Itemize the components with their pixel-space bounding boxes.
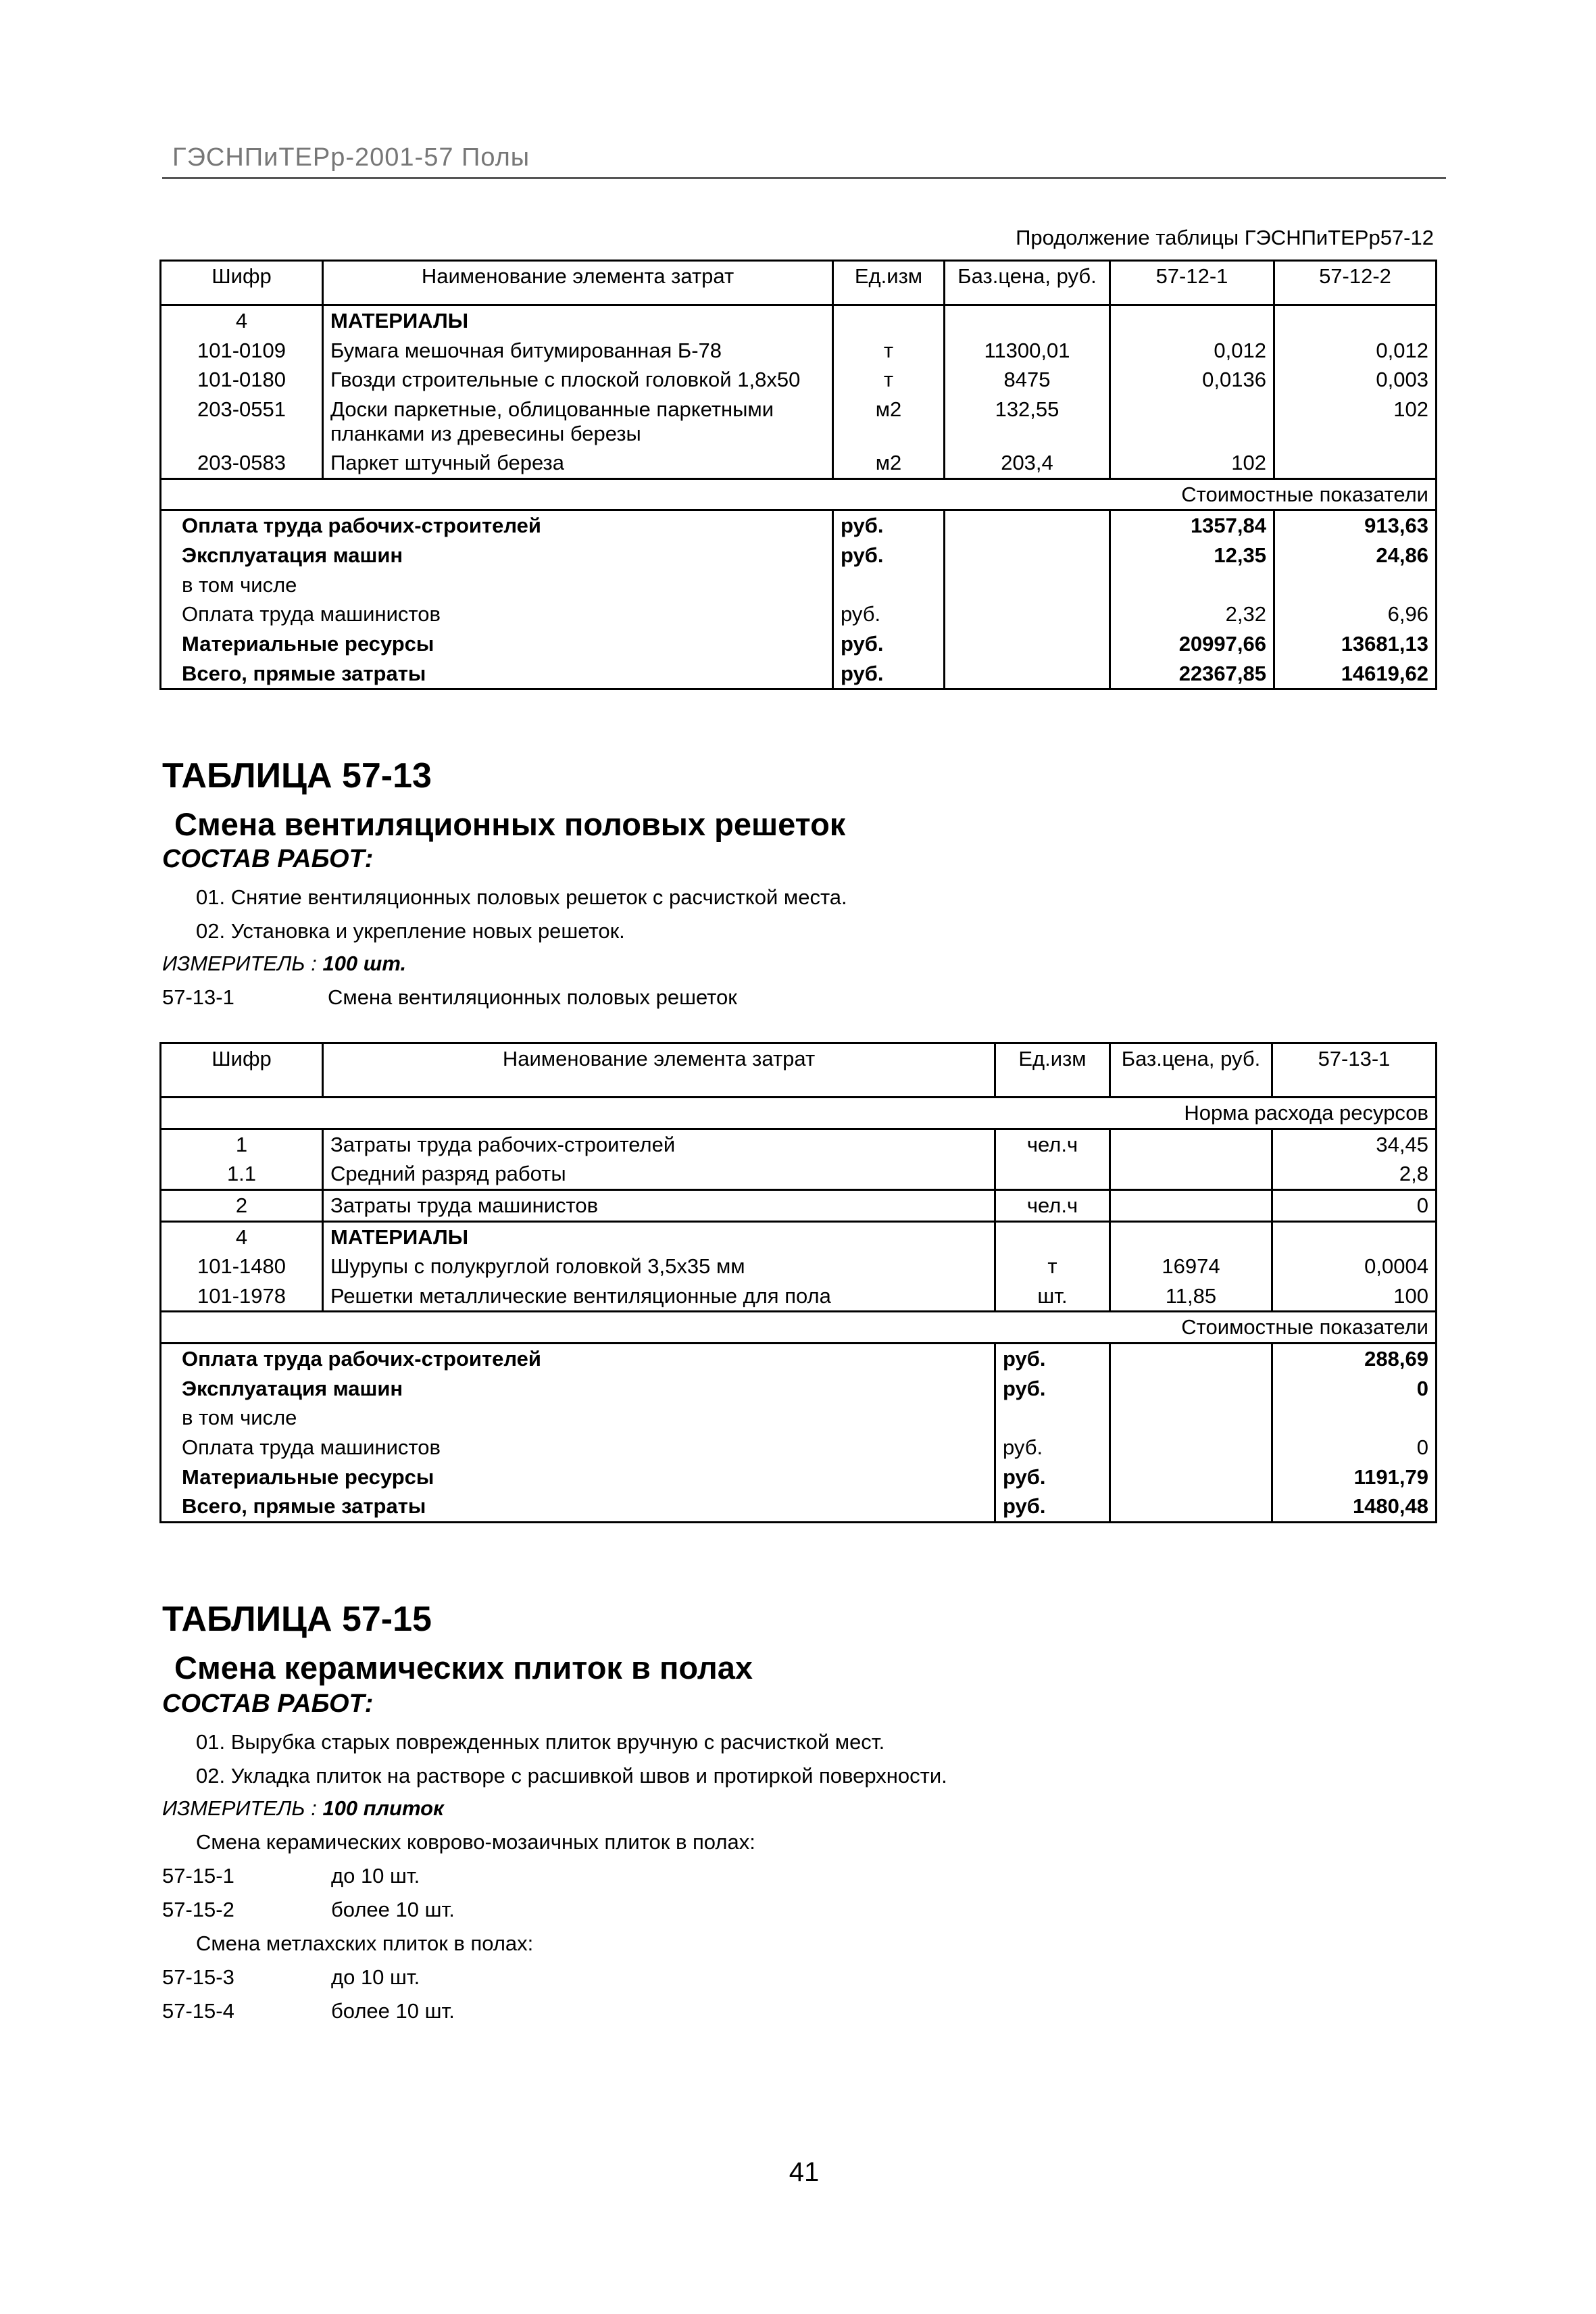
row-price [1110,1189,1272,1221]
cost-name: в том числе [161,1403,995,1433]
row-price: 8475 [945,365,1110,395]
cost-indicators-label: Стоимостные показатели [161,1312,1437,1344]
work-step: 02. Укладка плиток на растворе с расшивкой швов и протиркой поверхности. [196,1764,947,1788]
col-header-price: Баз.цена, руб. [1110,1043,1272,1098]
table-57-13 [159,1042,1437,1523]
cost-name: Оплата труда машинистов [161,1433,995,1462]
row-code: 1 [161,1129,323,1159]
section-15-measure [162,1796,444,1821]
table-header-row [161,261,1437,305]
row-value-1: 2,8 [1272,1159,1437,1189]
row-value-2 [1274,448,1437,478]
cost-label-row [161,478,1437,510]
item-code: 57-15-2 [162,1898,234,1921]
row-value-1: 100 [1272,1281,1437,1312]
cost-price [1110,1403,1272,1433]
row-name: Средний разряд работы [323,1159,995,1189]
table-row [161,395,1437,448]
row-unit [833,305,945,336]
cost-unit [995,1403,1110,1433]
cost-name: Всего, прямые затраты [161,659,833,689]
row-unit: м2 [833,448,945,478]
cost-unit: руб. [995,1462,1110,1492]
section-13-measure [162,952,406,976]
col-header-price: Баз.цена, руб. [945,261,1110,305]
item-name: до 10 шт. [331,1965,420,1989]
row-value-2: 102 [1274,395,1437,448]
cost-value-1: 0 [1272,1433,1437,1462]
cost-price [945,570,1110,600]
cost-value-1: 1191,79 [1272,1462,1437,1492]
measure-label: ИЗМЕРИТЕЛЬ : [162,1796,317,1820]
cost-value-2: 13681,13 [1274,629,1437,659]
row-unit: чел.ч [995,1129,1110,1159]
table-header-row [161,1043,1437,1098]
row-unit: чел.ч [995,1189,1110,1221]
cost-name: Всего, прямые затраты [161,1492,995,1522]
col-header-57-12-1: 57-12-1 [1110,261,1274,305]
cost-row [161,1403,1437,1433]
cost-row [161,510,1437,541]
norm-label: Норма расхода ресурсов [161,1098,1437,1129]
cost-value-2: 6,96 [1274,599,1437,629]
row-code: 203-0551 [161,395,323,448]
cost-value-1 [1272,1403,1437,1433]
row-unit [995,1221,1110,1252]
col-header-code: Шифр [161,1043,323,1098]
cost-name: Материальные ресурсы [161,1462,995,1492]
row-value-1: 102 [1110,448,1274,478]
item-code: 57-15-3 [162,1965,234,1989]
item-code: 57-13-1 [162,985,234,1009]
cost-price [1110,1433,1272,1462]
row-unit: т [833,365,945,395]
row-name: Бумага мешочная битумированная Б-78 [323,336,833,366]
cost-price [945,510,1110,541]
table-row [161,448,1437,478]
row-code: 4 [161,305,323,336]
cost-unit: руб. [833,510,945,541]
cost-name: Оплата труда машинистов [161,599,833,629]
cost-price [1110,1374,1272,1404]
cost-value-1: 20997,66 [1110,629,1274,659]
table-row [161,365,1437,395]
cost-label-row [161,1312,1437,1344]
cost-value-1: 0 [1272,1374,1437,1404]
measure-value: 100 плиток [322,1796,444,1820]
section-15-subtitle: Смена керамических плиток в полах [174,1650,753,1685]
row-value-1 [1110,305,1274,336]
group-heading: Смена керамических коврово-мозаичных плиток в полах: [196,1830,755,1854]
row-name: Паркет штучный береза [323,448,833,478]
row-name: Доски паркетные, облицованные паркетными планками из древесины березы [323,395,833,448]
row-price: 11300,01 [945,336,1110,366]
row-price [1110,1221,1272,1252]
table-row [161,1159,1437,1189]
cost-unit: руб. [833,629,945,659]
cost-value-2: 24,86 [1274,541,1437,570]
row-value-1: 0,0004 [1272,1252,1437,1281]
row-price [1110,1159,1272,1189]
row-name: Затраты труда рабочих-строителей [323,1129,995,1159]
table-row [161,1252,1437,1281]
row-price: 16974 [1110,1252,1272,1281]
running-header: ГЭСНПиТЕРр-2001-57 Полы [172,143,530,172]
table-row [161,1129,1437,1159]
cost-value-1: 1480,48 [1272,1492,1437,1522]
row-code: 4 [161,1221,323,1252]
page-number: 41 [789,2157,820,2187]
cost-unit: руб. [995,1374,1110,1404]
item-name: до 10 шт. [331,1864,420,1888]
cost-row [161,1492,1437,1522]
row-code: 1.1 [161,1159,323,1189]
col-header-name: Наименование элемента затрат [323,1043,995,1098]
cost-unit [833,570,945,600]
cost-value-1 [1110,570,1274,600]
cost-value-1: 12,35 [1110,541,1274,570]
cost-unit: руб. [833,599,945,629]
table-row [161,1189,1437,1221]
cost-row [161,1374,1437,1404]
cost-price [1110,1462,1272,1492]
row-price: 132,55 [945,395,1110,448]
cost-name: Оплата труда рабочих-строителей [161,1344,995,1374]
col-header-57-13-1: 57-13-1 [1272,1043,1437,1098]
section-15-title: ТАБЛИЦА 57-15 [162,1600,432,1639]
row-unit: м2 [833,395,945,448]
measure-label: ИЗМЕРИТЕЛЬ : [162,952,317,975]
cost-value-1: 288,69 [1272,1344,1437,1374]
row-price: 203,4 [945,448,1110,478]
cost-row [161,541,1437,570]
row-price: 11,85 [1110,1281,1272,1312]
cost-unit: руб. [833,659,945,689]
row-value-1: 0,012 [1110,336,1274,366]
cost-value-2 [1274,570,1437,600]
cost-price [1110,1492,1272,1522]
work-step: 01. Снятие вентиляционных половых решеток с расчисткой места. [196,885,847,909]
col-header-unit: Ед.изм [833,261,945,305]
cost-row [161,629,1437,659]
row-code: 101-1480 [161,1252,323,1281]
table-57-12 [159,260,1437,690]
col-header-code: Шифр [161,261,323,305]
cost-value-2: 913,63 [1274,510,1437,541]
row-value-1: 0,0136 [1110,365,1274,395]
section-13-title: ТАБЛИЦА 57-13 [162,756,432,795]
row-name: МАТЕРИАЛЫ [323,305,833,336]
row-value-2: 0,003 [1274,365,1437,395]
measure-value: 100 шт. [322,952,407,975]
table-12-caption: Продолжение таблицы ГЭСНПиТЕРр57-12 [1016,226,1434,249]
cost-price [945,541,1110,570]
cost-row [161,659,1437,689]
header-rule [162,177,1446,179]
section-13-subtitle: Смена вентиляционных половых решеток [174,806,846,842]
row-name: МАТЕРИАЛЫ [323,1221,995,1252]
work-step: 02. Установка и укрепление новых решеток. [196,919,625,943]
cost-value-1: 1357,84 [1110,510,1274,541]
row-code: 203-0583 [161,448,323,478]
col-header-unit: Ед.изм [995,1043,1110,1098]
item-name: Смена вентиляционных половых решеток [328,985,737,1009]
col-header-name: Наименование элемента затрат [323,261,833,305]
cost-unit: руб. [995,1344,1110,1374]
section-13-composition-label: СОСТАВ РАБОТ: [162,845,374,873]
row-unit: т [833,336,945,366]
row-price [1110,1129,1272,1159]
row-unit: т [995,1252,1110,1281]
cost-value-1: 22367,85 [1110,659,1274,689]
cost-price [1110,1344,1272,1374]
row-value-2 [1274,305,1437,336]
cost-row [161,1344,1437,1374]
row-code: 101-0180 [161,365,323,395]
row-code: 101-1978 [161,1281,323,1312]
cost-name: в том числе [161,570,833,600]
table-row [161,305,1437,336]
cost-price [945,599,1110,629]
row-value-1 [1110,395,1274,448]
cost-indicators-label: Стоимостные показатели [161,478,1437,510]
norm-label-row [161,1098,1437,1129]
work-step: 01. Вырубка старых поврежденных плиток вручную с расчисткой мест. [196,1730,885,1754]
cost-value-2: 14619,62 [1274,659,1437,689]
cost-row [161,1462,1437,1492]
cost-name: Эксплуатация машин [161,1374,995,1404]
row-name: Затраты труда машинистов [323,1189,995,1221]
cost-value-1: 2,32 [1110,599,1274,629]
row-price [945,305,1110,336]
row-name: Гвозди строительные с плоской головкой 1,8х50 [323,365,833,395]
item-code: 57-15-4 [162,1999,234,2023]
row-unit: шт. [995,1281,1110,1312]
cost-price [945,629,1110,659]
cost-name: Оплата труда рабочих-строителей [161,510,833,541]
cost-row [161,570,1437,600]
row-name: Решетки металлические вентиляционные для пола [323,1281,995,1312]
row-value-1 [1272,1221,1437,1252]
table-row [161,1281,1437,1312]
row-value-1: 34,45 [1272,1129,1437,1159]
row-name: Шурупы с полукруглой головкой 3,5х35 мм [323,1252,995,1281]
row-value-1: 0 [1272,1189,1437,1221]
group-heading: Смена метлахских плиток в полах: [196,1931,534,1955]
row-code: 101-0109 [161,336,323,366]
cost-row [161,1433,1437,1462]
row-unit [995,1159,1110,1189]
row-value-2: 0,012 [1274,336,1437,366]
section-15-composition-label: СОСТАВ РАБОТ: [162,1690,374,1718]
col-header-57-12-2: 57-12-2 [1274,261,1437,305]
cost-name: Материальные ресурсы [161,629,833,659]
cost-unit: руб. [995,1433,1110,1462]
table-row [161,336,1437,366]
item-name: более 10 шт. [331,1898,455,1921]
cost-name: Эксплуатация машин [161,541,833,570]
cost-price [945,659,1110,689]
row-code: 2 [161,1189,323,1221]
cost-unit: руб. [995,1492,1110,1522]
item-name: более 10 шт. [331,1999,455,2023]
cost-unit: руб. [833,541,945,570]
item-code: 57-15-1 [162,1864,234,1888]
cost-row [161,599,1437,629]
table-row [161,1221,1437,1252]
